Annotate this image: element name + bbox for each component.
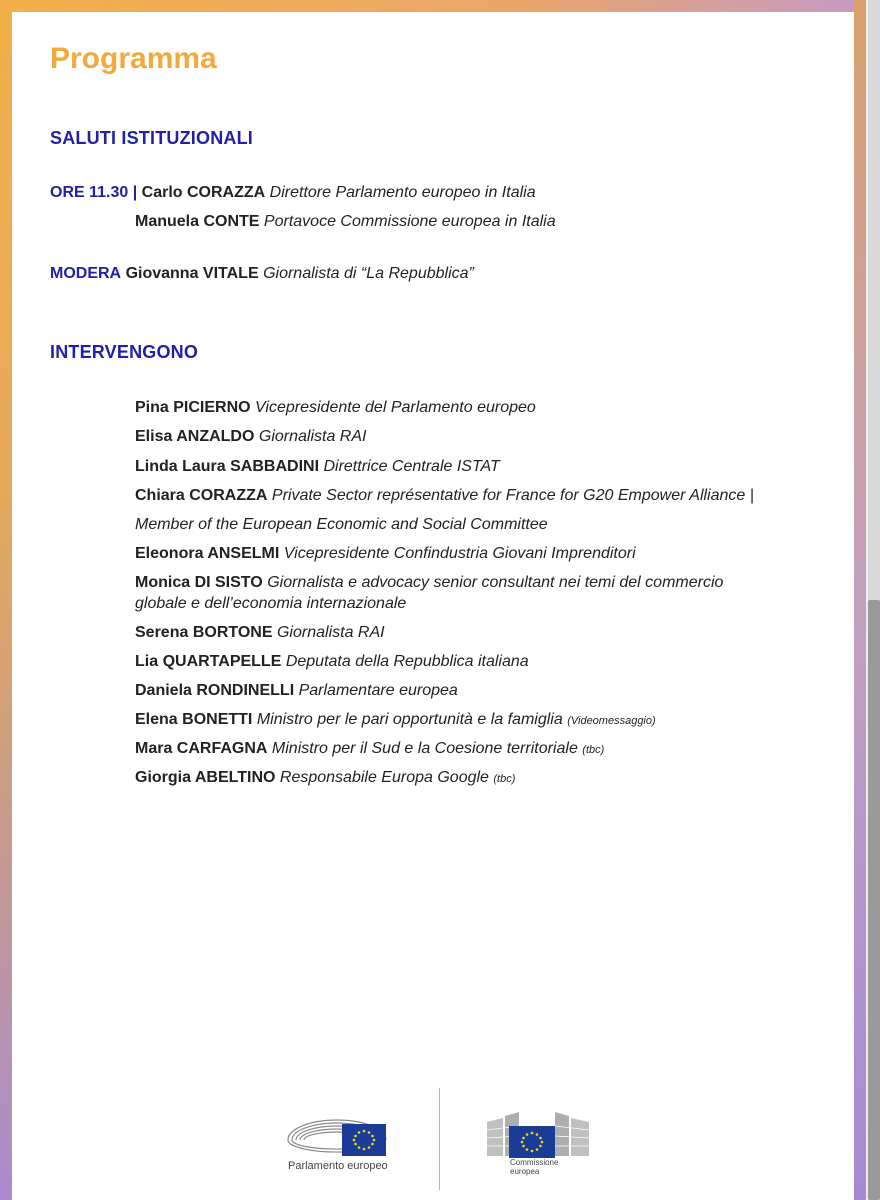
speaker-row (135, 458, 500, 476)
speaker-role: Vicepresidente del Parlamento europeo (255, 399, 536, 416)
speaker-role-cont: Member of the European Economic and Social Committee (135, 516, 548, 533)
speaker-role-cont: globale e dell’economia internazionale (135, 595, 407, 612)
speaker-role: Responsabile Europa Google (279, 769, 489, 786)
speaker-name: Carlo CORAZZA (141, 184, 266, 201)
speaker-role: Giornalista e advocacy senior consultant nei temi del commercio (267, 574, 724, 591)
speaker-note: (tbc) (582, 744, 605, 756)
speaker-name: Elena BONETTI (135, 711, 253, 728)
section-saluti-heading: SALUTI ISTITUZIONALI (50, 128, 253, 148)
speaker-name: Monica DI SISTO (135, 574, 263, 591)
top-gradient-border (0, 0, 866, 12)
speaker-row (135, 428, 366, 446)
speaker-name: Chiara CORAZZA (135, 487, 268, 504)
speaker-name: Mara CARFAGNA (135, 740, 268, 757)
speaker-role-continued (135, 516, 548, 534)
ep-logo-label: Parlamento europeo (288, 1160, 388, 1172)
speaker-name: Serena BORTONE (135, 624, 273, 641)
speaker-row (135, 399, 536, 417)
logo-divider (439, 1088, 440, 1190)
time-label: ORE 11.30 | (50, 184, 138, 201)
speaker-role: Deputata della Repubblica italiana (285, 653, 529, 670)
moderator-role: Giornalista di “La Repubblica” (263, 265, 474, 282)
speaker-row (135, 769, 515, 787)
moderator-line (50, 265, 474, 283)
ec-logo-label-line-2: europea (510, 1167, 540, 1176)
speaker-name: Elisa ANZALDO (135, 428, 255, 445)
left-gradient-border (0, 0, 12, 1200)
speaker-row (135, 682, 458, 700)
speaker-role: Portavoce Commissione europea in Italia (263, 213, 556, 230)
saluti-speaker-2 (135, 213, 556, 231)
speaker-role: Parlamentare europea (298, 682, 458, 699)
speaker-row (135, 711, 656, 729)
speaker-row (135, 740, 604, 758)
speaker-name: Daniela RONDINELLI (135, 682, 295, 699)
saluti-speaker-1 (50, 184, 536, 202)
speaker-name: Eleonora ANSELMI (135, 545, 280, 562)
modera-label: MODERA (50, 265, 122, 282)
scrollbar-thumb[interactable] (868, 600, 880, 1200)
speaker-row (135, 574, 723, 592)
section-intervengono-heading: INTERVENGONO (50, 342, 199, 362)
page-title: Programma (50, 42, 217, 75)
right-gradient-border (854, 0, 866, 1200)
ec-logo-label-line-1: Commissione (510, 1158, 559, 1167)
speaker-role: Private Sector représentative for France for G20 Empower Alliance | (271, 487, 754, 504)
speaker-name: Linda Laura SABBADINI (135, 458, 320, 475)
speaker-row (135, 653, 529, 671)
speaker-role: Ministro per le pari opportunità e la famiglia (256, 711, 563, 728)
speaker-note: (Videomessaggio) (567, 715, 656, 727)
speaker-role: Ministro per il Sud e la Coesione territoriale (271, 740, 578, 757)
speaker-role: Giornalista RAI (258, 428, 367, 445)
speaker-role: Direttore Parlamento europeo in Italia (269, 184, 536, 201)
speaker-note: (tbc) (493, 773, 516, 785)
moderator-name: Giovanna VITALE (125, 265, 259, 282)
speaker-row (135, 487, 754, 505)
speaker-row (135, 545, 636, 563)
speaker-name: Giorgia ABELTINO (135, 769, 276, 786)
speaker-name: Lia QUARTAPELLE (135, 653, 282, 670)
speaker-row (135, 624, 385, 642)
speaker-name: Manuela CONTE (135, 213, 260, 230)
speaker-role: Vicepresidente Confindustria Giovani Imprenditori (283, 545, 636, 562)
speaker-name: Pina PICIERNO (135, 399, 251, 416)
speaker-role-continued (135, 595, 406, 613)
speaker-role: Giornalista RAI (276, 624, 385, 641)
speaker-role: Direttrice Centrale ISTAT (323, 458, 500, 475)
ec-logo-label (510, 1158, 558, 1176)
